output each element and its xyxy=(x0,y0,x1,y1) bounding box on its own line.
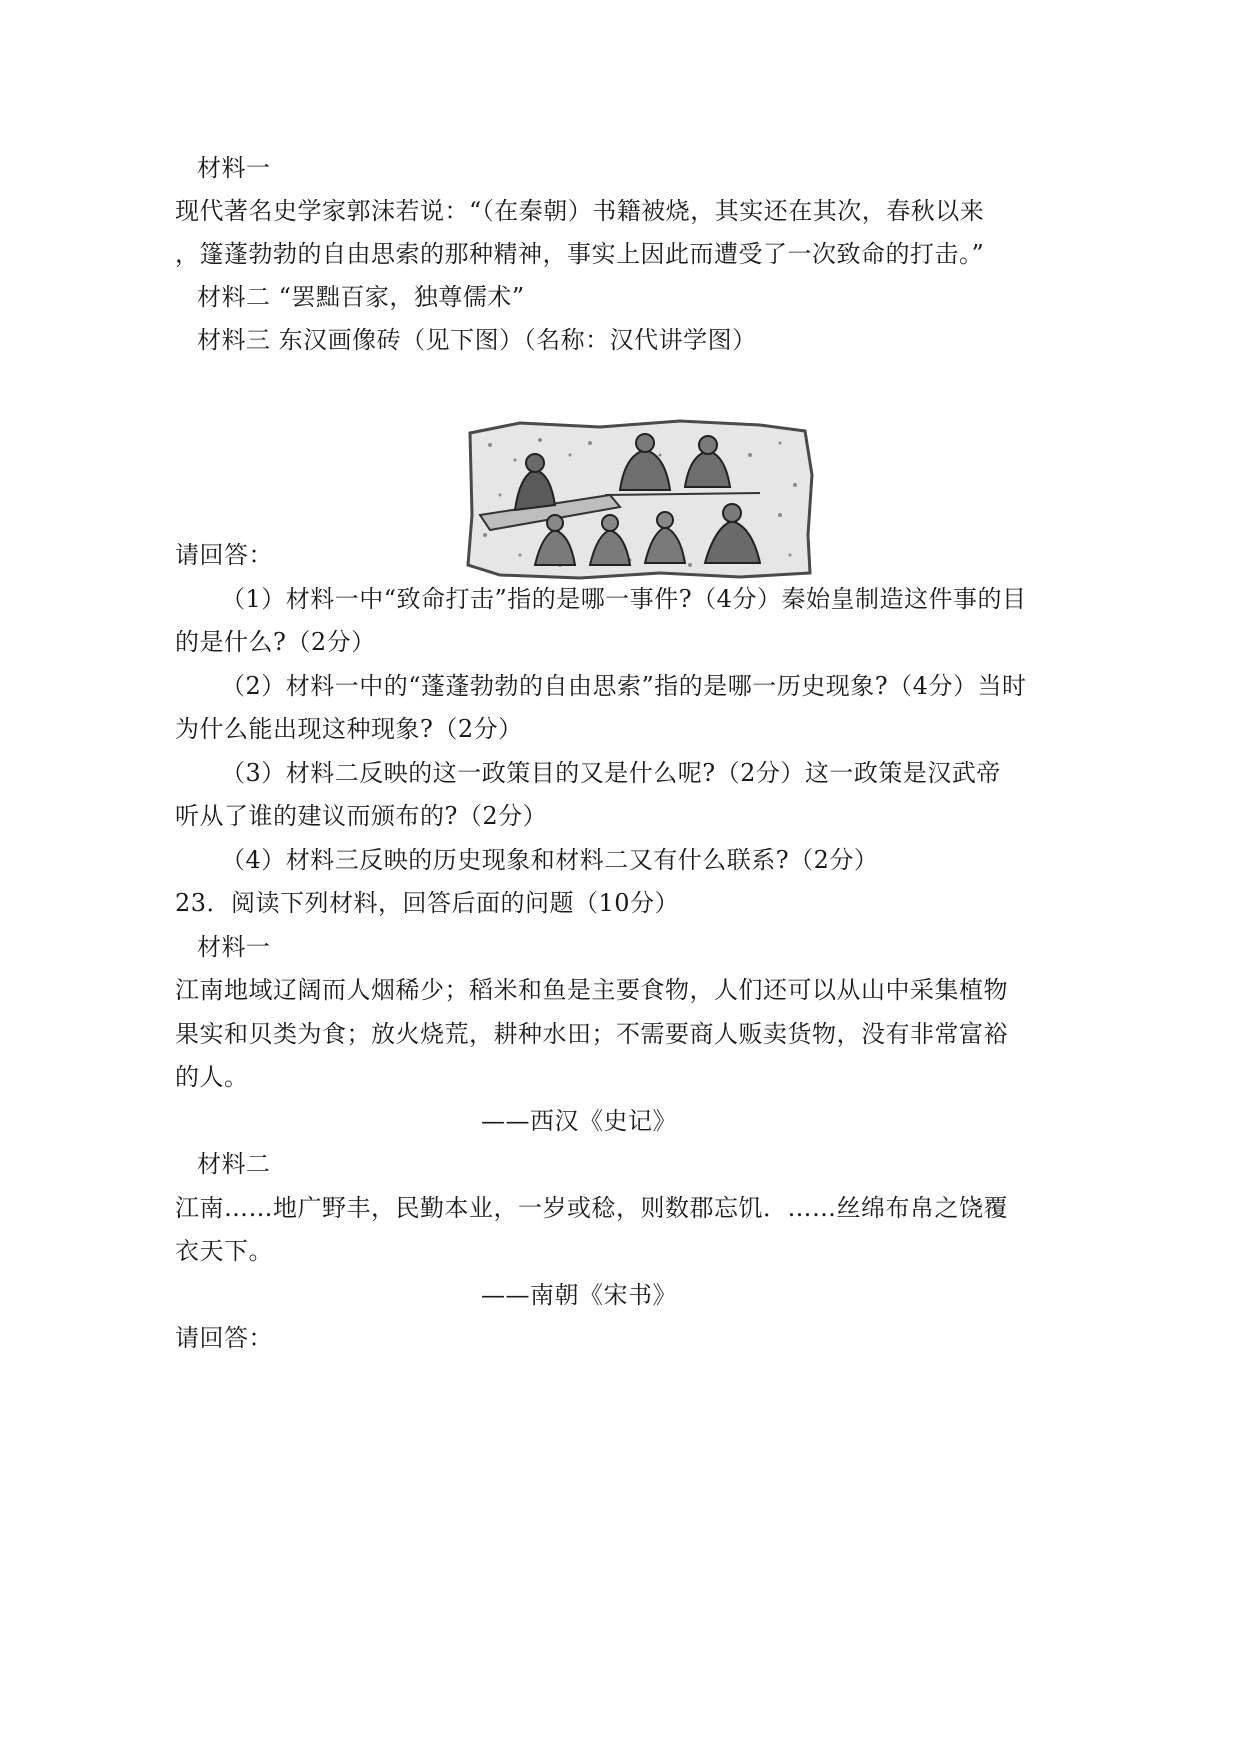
please-answer-2: 请回答： xyxy=(175,1324,273,1352)
q23-material2-label: 材料二 xyxy=(197,1150,271,1178)
question-2-line2: 为什么能出现这种现象?（2分） xyxy=(175,715,523,743)
q23-material2-line1: 江南……地广野丰，民勤本业，一岁或稔，则数郡忘饥．……丝绵布帛之饶覆 xyxy=(175,1194,1008,1222)
q23-material2-source: ——南朝《宋书》 xyxy=(481,1281,677,1309)
question-3-line1: （3）材料二反映的这一政策目的又是什么呢?（2分）这一政策是汉武帝 xyxy=(221,759,1001,787)
question-1-line1: （1）材料一中“致命打击”指的是哪一事件?（4分）秦始皇制造这件事的目 xyxy=(221,585,1027,613)
q23-material1-label: 材料一 xyxy=(197,933,271,961)
material1-text-line1: 现代著名史学家郭沫若说：“（在秦朝）书籍被烧，其实还在其次，春秋以来 xyxy=(175,197,985,225)
q23-material2-line2: 衣天下。 xyxy=(175,1237,273,1265)
q23-material1-line3: 的人。 xyxy=(175,1063,249,1091)
q23-material1-line1: 江南地域辽阔而人烟稀少；稻米和鱼是主要食物，人们还可以从山中采集植物 xyxy=(175,976,1008,1004)
question-23-heading: 23．阅读下列材料，回答后面的问题（10分） xyxy=(175,889,680,917)
material1-text-line2: ，篷蓬勃勃的自由思索的那种精神，事实上因此而遭受了一次致命的打击。” xyxy=(175,240,985,268)
q23-material1-line2: 果实和贝类为食；放火烧荒，耕种水田；不需要商人贩卖货物，没有非常富裕 xyxy=(175,1020,1008,1048)
material2-line: 材料二 “罢黜百家，独尊儒术” xyxy=(197,283,525,311)
q23-material1-source: ——西汉《史记》 xyxy=(481,1107,677,1135)
question-2-line1: （2）材料一中的“蓬蓬勃勃的自由思索”指的是哪一历史现象?（4分）当时 xyxy=(221,672,1027,700)
please-answer-1: 请回答： xyxy=(175,541,273,569)
question-1-line2: 的是什么?（2分） xyxy=(175,628,376,656)
material1-label: 材料一 xyxy=(197,154,271,182)
material3-line: 材料三 东汉画像砖（见下图）（名称：汉代讲学图） xyxy=(197,326,757,354)
question-4-line1: （4）材料三反映的历史现象和材料二又有什么联系?（2分） xyxy=(221,846,879,874)
han-lecture-relief-icon xyxy=(460,415,820,585)
question-3-line2: 听从了谁的建议而颁布的?（2分） xyxy=(175,802,548,830)
